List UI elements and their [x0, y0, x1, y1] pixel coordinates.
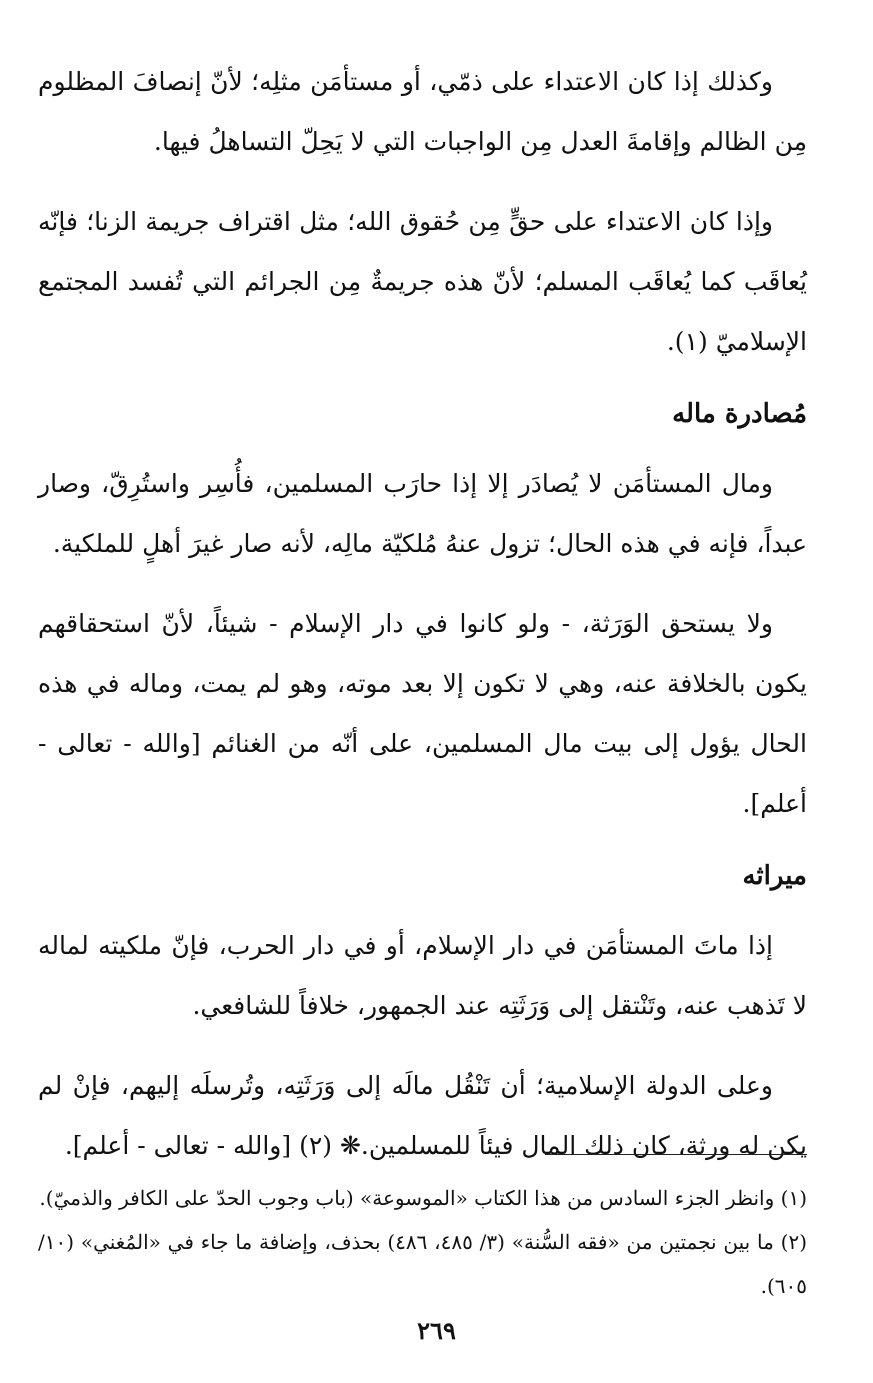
paragraph-rights-of-god: وإذا كان الاعتداء على حقٍّ مِن حُقوق الله؛ مثل اقتراف جريمة الزنا؛ فإنّه يُعاقَب كما يُعاقَب المسلم؛ لأنّ هذه جريمةٌ مِن الجرائم التي تُفسد المجتمع الإسلاميّ (١).	[38, 207, 807, 356]
paragraph-dhimmi: وكذلك إذا كان الاعتداء على ذمّي، أو مستأمَن مثلِه؛ لأنّ إنصافَ المظلوم مِن الظالم وإقامةَ العدل مِن الواجبات التي لا يَحِلّ التساهلُ فيها.	[38, 67, 807, 156]
footnote-1: (١) وانظر الجزء السادس من هذا الكتاب «الموسوعة» (باب وجوب الحدّ على الكافر والذميّ).	[39, 1186, 807, 1210]
footnote-divider	[545, 1154, 807, 1155]
footnote-2: (٢) ما بين نجمتين من «فقه السُّنة» (٣/ ٤٨٥، ٤٨٦) بحذف، وإضافة ما جاء في «المُغني» (١٠/ ٦٠٥).	[38, 1230, 807, 1298]
page-number: ٢٦٩	[417, 1316, 456, 1345]
paragraph-death: إذا ماتَ المستأمَن في دار الإسلام، أو في دار الحرب، فإنّ ملكيته لماله لا تَذهب عنه، وتَنْتقل إلى وَرَثَتِه عند الجمهور، خلافاً للشافعي.	[38, 931, 807, 1020]
paragraph-state-duty: وعلى الدولة الإسلامية؛ أن تَنْقُل مالَه إلى وَرَثَتِه، وتُرسلَه إليهم، فإنْ لم يكن له ورثة، كان ذلك المال فيئاً للمسلمين.❋ (٢) [والله - تعالى - أعلم].	[38, 1071, 807, 1160]
paragraph-heirs: ولا يستحق الوَرَثة، - ولو كانوا في دار الإسلام - شيئاً، لأنّ استحقاقهم يكون بالخلافة عنه، وهي لا تكون إلا بعد موته، وهو لم يمت، وماله في هذه الحال يؤول إلى بيت مال المسلمين، على أنّه من الغنائم [والله - تعالى - أعلم].	[38, 609, 807, 818]
heading-confiscation: مُصادرة ماله	[672, 399, 807, 429]
heading-inheritance: ميراثه	[742, 861, 807, 891]
footnotes	[38, 1176, 807, 1308]
paragraph-confiscation: ومال المستأمَن لا يُصادَر إلا إذا حارَب المسلمين، فأُسِر واستُرِقّ، وصار عبداً، فإنه في هذه الحال؛ تزول عنهُ مُلكيّة مالِه، لأنه صار غيرَ أهلٍ للملكية.	[38, 469, 807, 558]
